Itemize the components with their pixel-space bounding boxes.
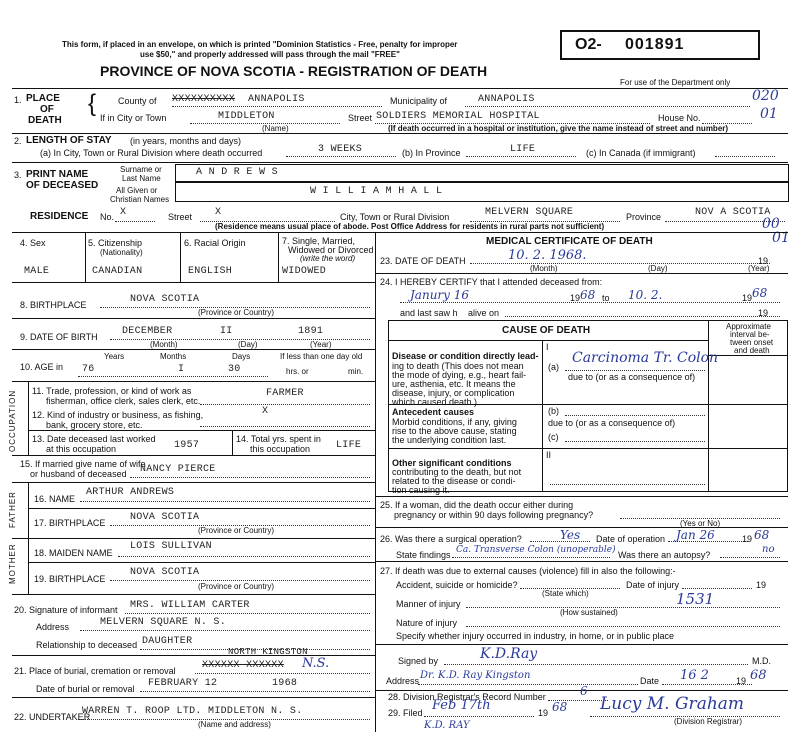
f3-given-label: All Given or <box>116 186 158 195</box>
f26-label: 26. Was there a surgical operation? <box>380 534 522 544</box>
cod-disease-3: the mode of dying, e.g., heart fail- <box>392 370 527 380</box>
attend-from-year-value: 68 <box>580 288 596 302</box>
f3-surname-label: Surname or <box>120 165 162 174</box>
stay-city-value: 3 WEEKS <box>318 144 363 155</box>
father-vertical-label: FATHER <box>8 491 17 528</box>
sign-date-value: 16 2 <box>680 668 709 683</box>
cause-due-to-2: due to (or as a consequence of) <box>548 418 676 428</box>
f26-findings-label: State findings <box>396 550 451 560</box>
f3-print-label: PRINT NAME <box>26 169 89 180</box>
f1-place-label: PLACE <box>26 93 60 104</box>
f28-label: 28. Division Registrar's Record Number <box>388 692 546 702</box>
cause-due-to-1: due to (or as a consequence of) <box>568 372 696 382</box>
md-label: M.D. <box>752 656 771 666</box>
informant-value: MRS. WILLIAM CARTER <box>130 600 250 611</box>
f12-label-2: bank, grocery store, etc. <box>46 420 143 430</box>
burial-date-value: FEBRUARY 12 <box>148 678 218 689</box>
f25-sub: (Yes or No) <box>680 519 721 528</box>
f25-label-1: 25. If a woman, did the death occur either during <box>380 500 574 510</box>
cod-disease-1: Disease or condition directly lead- <box>392 351 539 361</box>
residence-street-value: X <box>215 207 222 218</box>
f27-19: 19 <box>756 580 767 590</box>
f22-label: 22. UNDERTAKER <box>14 712 91 722</box>
f10-min-label: min. <box>348 367 364 376</box>
f23-label: 23. DATE OF DEATH <box>380 256 466 266</box>
op-date-value: Jan 26 <box>676 528 715 542</box>
date-label: Date <box>640 676 660 686</box>
f9-month-sub: (Month) <box>150 340 178 349</box>
f23-day-sub: (Day) <box>648 264 668 273</box>
f7-label-3: (write the word) <box>300 254 356 263</box>
f26-19: 19 <box>742 534 753 544</box>
mother-vertical-label: MOTHER <box>8 543 17 584</box>
industry-value: X <box>262 406 269 417</box>
f13-label-2: at this occupation <box>46 444 117 454</box>
interval-label-4: and death <box>734 346 770 355</box>
interval-label-2: interval be- <box>730 330 770 339</box>
f27-specify-label: Specify whether injury occurred in industry, in home, or in public place <box>396 631 674 641</box>
f14-label-2: this occupation <box>250 444 311 454</box>
street-value: SOLDIERS MEMORIAL HOSPITAL <box>376 111 540 122</box>
f20-label: 20. Signature of informant <box>14 605 118 615</box>
dob-year-value: 1891 <box>298 326 324 337</box>
f29-sub: (Division Registrar) <box>674 717 743 726</box>
cod-antecedent-2: Morbid conditions, if any, giving <box>392 417 517 427</box>
signed-by-label: Signed by <box>398 656 439 666</box>
dob-month-value: DECEMBER <box>122 326 173 337</box>
f3-christian-label: Christian Names <box>110 195 170 204</box>
f1-municipality-label: Municipality of <box>390 96 448 106</box>
f1-of-label: OF <box>40 104 54 115</box>
last-worked-value: 1957 <box>174 440 200 451</box>
cod-other-1: Other significant conditions <box>392 458 512 468</box>
residence-province-value: NOV A SCOTIA <box>695 207 771 218</box>
f3-number: 3. <box>14 170 22 180</box>
surname-value: A N D R E W S <box>196 167 278 178</box>
f24-to: to <box>602 293 610 303</box>
mother-maiden-value: LOIS SULLIVAN <box>130 541 212 552</box>
findings-value: Ca. Transverse Colon (unoperable) <box>456 545 616 555</box>
filed-year-value: 68 <box>552 700 568 714</box>
f27-nature-label: Nature of injury <box>396 618 458 628</box>
f26-autopsy-label: Was there an autopsy? <box>618 550 711 560</box>
undertaker-value: WARREN T. ROOP LTD. MIDDLETON N. S. <box>82 706 303 717</box>
f23-year-sub: (Year) <box>748 264 770 273</box>
f18-label: 18. MAIDEN NAME <box>34 548 113 558</box>
address-label: Address <box>386 676 420 686</box>
f27-label: 27. If death was due to external causes (violence) fill in also the following:- <box>380 566 676 576</box>
f20-address-label: Address <box>36 622 70 632</box>
f2-c-label: (c) In Canada (if immigrant) <box>586 148 696 158</box>
f2-number: 2. <box>14 136 22 146</box>
f10-hrs-label: hrs. or <box>286 367 309 376</box>
f7-label-1: 7. Single, Married, <box>282 236 356 246</box>
record-number-value: 6 <box>580 684 588 698</box>
filed-value: Feb 17th <box>432 698 491 713</box>
f11-label-1: 11. Trade, profession, or kind of work as <box>32 386 192 396</box>
f2-a-label: (a) In City, Town or Rural Division where death occurred <box>40 148 263 158</box>
municipality-value: ANNAPOLIS <box>478 94 535 105</box>
f25-label-2: pregnancy or within 90 days following pregnancy? <box>394 510 594 520</box>
f2-label: LENGTH OF STAY <box>26 135 112 146</box>
f13-label-1: 13. Date deceased last worked <box>32 434 156 444</box>
cod-disease-4: ure, asthenia, etc. It means the <box>392 379 516 389</box>
f24-alive: alive on <box>468 308 500 318</box>
residence-no-value: X <box>120 207 127 218</box>
residence-province-label: Province <box>626 212 662 222</box>
f23-month-sub: (Month) <box>530 264 558 273</box>
surgery-value: Yes <box>560 528 581 542</box>
stay-province-value: LIFE <box>510 144 536 155</box>
manner-number-value: 1531 <box>676 590 715 608</box>
trade-value: FARMER <box>266 388 304 399</box>
f5-label: 5. Citizenship <box>88 238 143 248</box>
f10-years-label: Years <box>104 352 125 361</box>
f22-sub: (Name and address) <box>198 720 271 729</box>
sign-year-value: 68 <box>750 668 767 683</box>
f7-label-2: Widowed or Divorced <box>288 245 374 255</box>
f27-date-label: Date of injury <box>626 580 680 590</box>
f21-label: 21. Place of burial, cremation or removal <box>14 666 176 676</box>
date-19: 19 <box>736 676 747 686</box>
f2-paren: (in years, months and days) <box>130 136 242 146</box>
f9-year-sub: (Year) <box>310 340 332 349</box>
age-years-value: 76 <box>82 364 95 375</box>
death-date-value: 10. 2. 1968. <box>508 248 587 263</box>
f19-label: 19. BIRTHPLACE <box>34 574 106 584</box>
code-2: 01 <box>760 106 778 122</box>
registration-prefix: O2- <box>575 36 602 53</box>
attend-from-value: Janury 16 <box>410 288 470 302</box>
attend-to-value: 10. 2. <box>628 288 663 302</box>
f4-label: 4. Sex <box>20 238 46 248</box>
age-days-value: 30 <box>228 364 241 375</box>
birthplace-value: NOVA SCOTIA <box>130 294 200 305</box>
cod-disease-2: ing to death (This does not mean <box>392 361 524 371</box>
residence-no-label: No. <box>100 212 115 222</box>
cod-disease-6: which caused death.) <box>392 397 478 407</box>
cause-a-value: Carcinoma Tr. Colon <box>572 350 719 366</box>
cause-c-label: (c) <box>548 432 559 442</box>
relationship-value: DAUGHTER <box>142 636 193 647</box>
marital-status-value: WIDOWED <box>282 266 327 277</box>
code-1: 020 <box>752 88 779 104</box>
informant-address-value: MELVERN SQUARE N. S. <box>100 617 227 628</box>
address-value: Dr. K.D. Ray Kingston <box>420 670 531 681</box>
f26-date-label: Date of operation <box>596 534 666 544</box>
cause-part-II: II <box>546 450 552 460</box>
residence-street-label: Street <box>168 212 193 222</box>
burial-year-value: 1968 <box>272 678 298 689</box>
father-name-value: ARTHUR ANDREWS <box>86 487 175 498</box>
mother-birthplace-value: NOVA SCOTIA <box>130 567 200 578</box>
interval-label-3: tween onset <box>730 338 774 347</box>
f11-label-2: fisherman, office clerk, sales clerk, etc. <box>46 396 201 406</box>
f9-day-sub: (Day) <box>238 340 258 349</box>
f1-note: (If death occurred in a hospital or institution, give the name instead of street and number) <box>388 124 729 133</box>
f17-sub: (Province or Country) <box>198 526 275 535</box>
code-4: 01 <box>772 230 790 246</box>
racial-origin-value: ENGLISH <box>188 266 233 277</box>
f27-state-sub: (State which) <box>542 589 589 598</box>
cod-antecedent-4: the underlying condition last. <box>392 435 507 445</box>
cod-other-2: contributing to the death, but not <box>392 467 522 477</box>
op-year-value: 68 <box>754 528 770 542</box>
f3-of-label: OF DECEASED <box>26 180 99 191</box>
burial-province-value: N.S. <box>302 656 330 671</box>
header-notice-1: This form, if placed in an envelope, on which is printed "Dominion Statistics - Free, penalty for improper <box>62 40 458 49</box>
f19-sub: (Province or Country) <box>198 582 275 591</box>
f17-label: 17. BIRTHPLACE <box>34 518 106 528</box>
registrar-signature: Lucy M. Graham <box>600 694 745 714</box>
f27-manner-label: Manner of injury <box>396 599 461 609</box>
city-value: MIDDLETON <box>218 111 275 122</box>
f9-label: 9. DATE OF BIRTH <box>20 332 98 342</box>
f29-19: 19 <box>538 708 549 718</box>
f14-label-1: 14. Total yrs. spent in <box>236 434 321 444</box>
f2-b-label: (b) In Province <box>402 148 461 158</box>
spouse-value: NANCY PIERCE <box>140 464 216 475</box>
f3-lastname-label: Last Name <box>122 174 161 183</box>
f24-lastsaw: and last saw h <box>400 308 458 318</box>
total-yrs-value: LIFE <box>336 440 362 451</box>
registration-number: 001891 <box>625 36 685 53</box>
f1-street-label: Street <box>348 113 373 123</box>
f24-19a: 19 <box>570 293 581 303</box>
burial-place-value: NORTH KINGSTON <box>228 647 308 657</box>
interval-label-1: Approximate <box>726 322 771 331</box>
residence-note: (Residence means usual place of abode. Post Office Address for residents in rural parts not sufficient) <box>215 222 605 231</box>
given-names-value: W I L L I A M H A L L <box>310 186 443 197</box>
autopsy-value: no <box>762 544 775 555</box>
dob-day-value: II <box>220 326 233 337</box>
f15-label-2: or husband of deceased <box>30 469 127 479</box>
cod-disease-5: disease, injury, or complication <box>392 388 515 398</box>
f1-number: 1. <box>14 95 22 105</box>
residence-label: RESIDENCE <box>30 211 89 222</box>
f8-label: 8. BIRTHPLACE <box>20 300 87 310</box>
county-value: ANNAPOLIS <box>248 94 305 105</box>
attend-to-year-value: 68 <box>752 286 768 300</box>
f1-city-label: If in City or Town <box>100 113 167 123</box>
county-struck-value: XXXXXXXXXX <box>172 94 236 105</box>
f29-label: 29. Filed <box>388 708 423 718</box>
cod-other-4: tion causing it. <box>392 485 450 495</box>
f5-sub: (Nationality) <box>100 248 143 257</box>
medical-certificate-title: MEDICAL CERTIFICATE OF DEATH <box>486 236 653 247</box>
f16-label: 16. NAME <box>34 494 76 504</box>
residence-city-label: City, Town or Rural Division <box>340 212 450 222</box>
cod-antecedent-1: Antecedent causes <box>392 407 475 417</box>
f10-months-label: Months <box>160 352 187 361</box>
cause-part-I: I <box>546 342 549 352</box>
f24-19c: 19 <box>758 308 769 318</box>
f1-death-label: DEATH <box>28 115 62 126</box>
cod-antecedent-3: rise to the above cause, stating <box>392 426 517 436</box>
father-birthplace-value: NOVA SCOTIA <box>130 512 200 523</box>
signed-by-value: K.D.Ray <box>480 646 538 662</box>
f10-less-label: If less than one day old <box>280 352 363 361</box>
f1-house-label: House No. <box>658 113 701 123</box>
f6-label: 6. Racial Origin <box>184 238 246 248</box>
f10-days-label: Days <box>232 352 251 361</box>
cause-of-death-title: CAUSE OF DEATH <box>502 325 591 336</box>
f15-label-1: 15. If married give name of wife <box>20 459 146 469</box>
f10-label: 10. AGE in <box>20 362 64 372</box>
f27-how-sub: (How sustained) <box>560 608 618 617</box>
residence-city-value: MELVERN SQUARE <box>485 207 574 218</box>
department-use-note: For use of the Department only <box>620 78 731 87</box>
f8-sub: (Province or Country) <box>198 308 275 317</box>
cod-other-3: related to the disease or condi- <box>392 476 516 486</box>
f24-label: 24. I HEREBY CERTIFY that I attended deceased from: <box>380 277 603 287</box>
cause-a-label: (a) <box>548 362 559 372</box>
burial-struck-value: XXXXXX XXXXXX <box>202 660 284 671</box>
f1-name-sub: (Name) <box>262 124 289 133</box>
f24-19b: 19 <box>742 293 753 303</box>
code-3: 00 <box>762 216 780 232</box>
occupation-vertical-label: OCCUPATION <box>8 389 17 452</box>
f20-relationship-label: Relationship to deceased <box>36 640 138 650</box>
sex-value: MALE <box>24 266 50 277</box>
f12-label-1: 12. Kind of industry or business, as fishing, <box>32 410 204 420</box>
f27-accident-label: Accident, suicide or homicide? <box>396 580 518 590</box>
f21-date-label: Date of burial or removal <box>36 684 135 694</box>
kd-ray-note: K.D. RAY <box>424 720 470 731</box>
cause-b-label: (b) <box>548 406 559 416</box>
f23-19: 19 <box>758 256 769 266</box>
age-months-value: I <box>178 364 185 375</box>
f1-county-label: County of <box>118 96 157 106</box>
header-notice-2: use $50," and properly addressed will pass through the mail "FREE" <box>140 50 400 59</box>
citizenship-value: CANADIAN <box>92 266 143 277</box>
form-title: PROVINCE OF NOVA SCOTIA - REGISTRATION OF DEATH <box>100 63 488 79</box>
